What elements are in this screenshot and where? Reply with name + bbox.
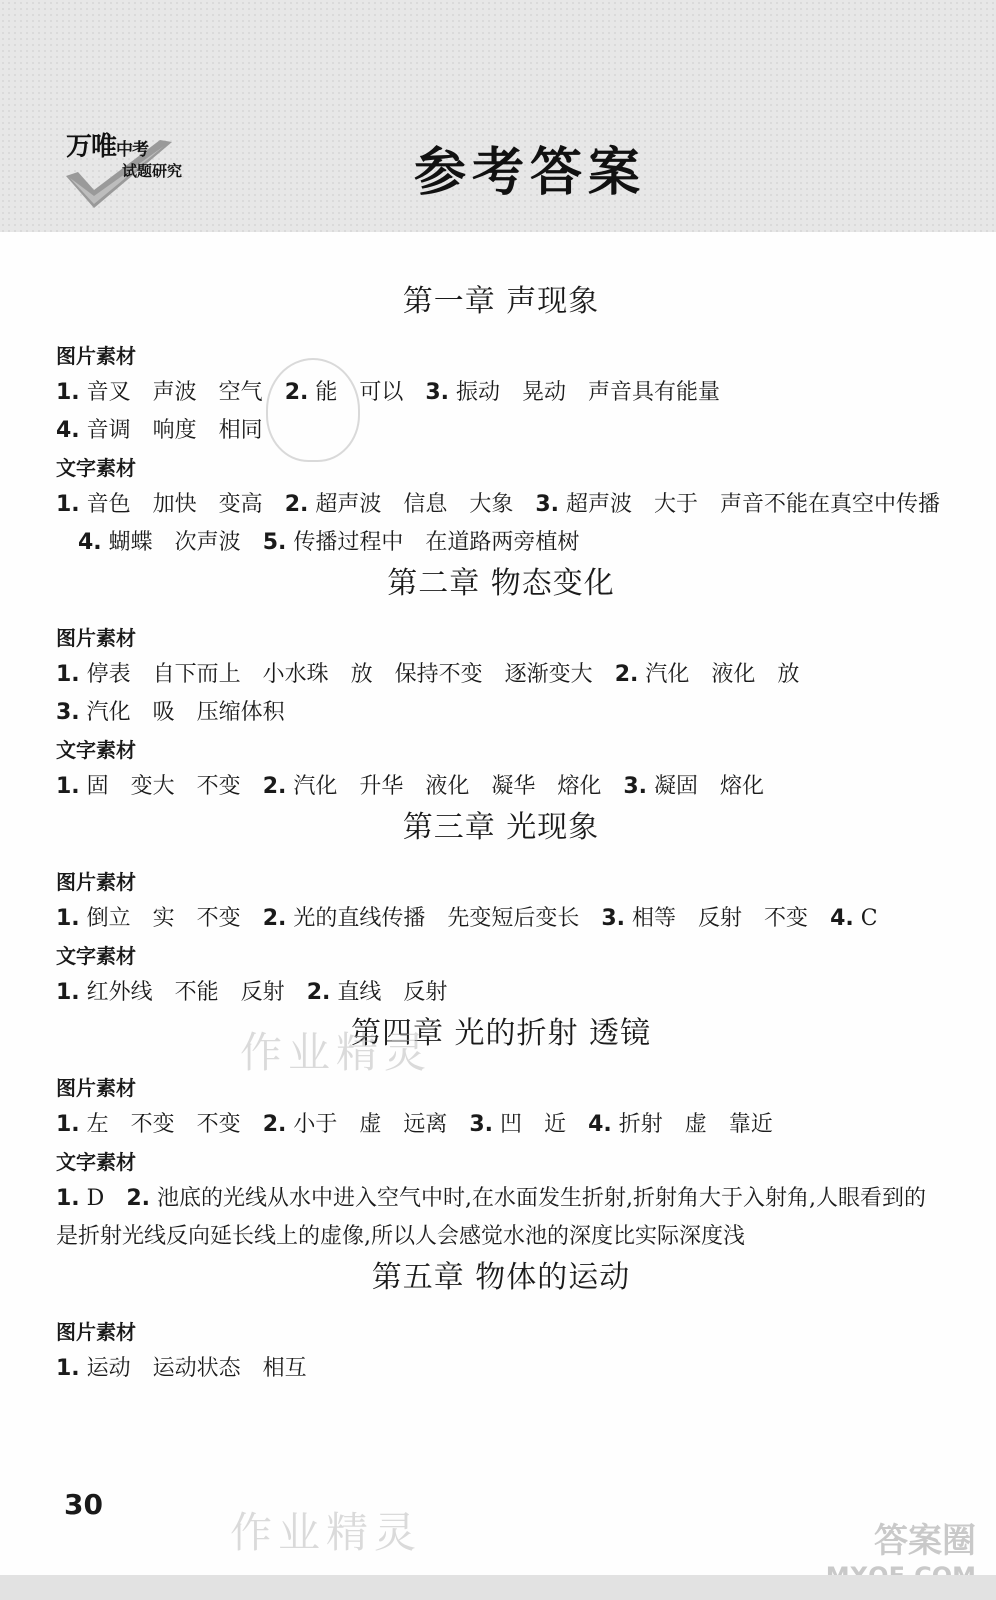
watermark-text: 作业精灵 (240, 1028, 433, 1077)
section-label: 文字素材 (56, 944, 136, 968)
answer-line (56, 768, 946, 806)
question-number: 4. (830, 906, 854, 931)
answer-text: 音色 加快 变高 (86, 492, 263, 517)
page-number: 30 (64, 1488, 103, 1521)
answer-line (56, 412, 946, 450)
question-number: 1. (56, 980, 80, 1005)
question-number: 1. (56, 1356, 80, 1381)
answer-content (56, 280, 946, 1388)
question-number: 3. (425, 380, 450, 405)
answer-text: 汽化 吸 压缩体积 (86, 700, 285, 725)
answer-line (56, 374, 946, 412)
chapter-title: 第二章 物态变化 (387, 566, 615, 601)
answer-text: 折射 虚 靠近 (618, 1112, 773, 1137)
answer-text: 汽化 液化 放 (645, 662, 800, 687)
answer-paragraph (56, 1180, 946, 1256)
chapter-title: 第四章 光的折射 透镜 (350, 1016, 652, 1051)
question-number: 2. (284, 492, 309, 517)
answer-line (56, 1106, 946, 1144)
answer-text: 凹 近 (500, 1112, 567, 1137)
watermark-site: 答案圈 (874, 1521, 976, 1561)
watermark-text: 作业精灵 (230, 1508, 423, 1557)
answer-line (56, 974, 946, 1012)
answer-text: 音叉 声波 空气 (86, 380, 263, 405)
answer-text: 倒立 实 不变 (86, 906, 241, 931)
section-label: 文字素材 (56, 738, 136, 762)
question-number: 2. (306, 980, 331, 1005)
question-number: 1. (56, 380, 80, 405)
question-number: 1. (56, 1186, 80, 1211)
question-number: 3. (623, 774, 648, 799)
answer-text: 直线 反射 (337, 980, 448, 1005)
question-number: 1. (56, 906, 80, 931)
answer-text: 超声波 大于 声音不能在真空中传播 (566, 492, 941, 517)
logo-wordmark: 万唯中考 (66, 132, 149, 162)
page-header (0, 0, 996, 232)
question-number: 4. (78, 530, 102, 555)
chapter-title: 第一章 声现象 (402, 284, 600, 319)
answer-line (56, 656, 946, 694)
answer-text: 左 不变 不变 (86, 1112, 241, 1137)
question-number: 1. (56, 1112, 80, 1137)
answer-text: 音调 响度 相同 (86, 418, 263, 443)
section-label: 文字素材 (56, 1150, 136, 1174)
answer-text: 蝴蝶 次声波 (108, 530, 241, 555)
answer-text: 能 可以 (315, 380, 404, 405)
footer-band (0, 1575, 996, 1600)
question-number: 2. (262, 1112, 287, 1137)
answer-text: 红外线 不能 反射 (86, 980, 285, 1005)
answer-text: 振动 晃动 声音具有能量 (456, 380, 721, 405)
question-number: 1. (56, 662, 80, 687)
answer-text: 传播过程中 在道路两旁植树 (293, 530, 580, 555)
answer-text: 固 变大 不变 (86, 774, 241, 799)
answer-text: 运动 运动状态 相互 (86, 1356, 307, 1381)
question-number: 2. (126, 1186, 150, 1211)
question-number: 3. (469, 1112, 494, 1137)
question-number: 1. (56, 492, 80, 517)
question-number: 1. (56, 774, 80, 799)
answer-line (56, 1350, 946, 1388)
answer-line (56, 900, 946, 938)
section-label: 图片素材 (56, 870, 136, 894)
answer-text: 光的直线传播 先变短后变长 (293, 906, 580, 931)
answer-text: 相等 反射 不变 (632, 906, 809, 931)
section-label: 图片素材 (56, 1320, 136, 1344)
answer-text: 汽化 升华 液化 凝华 熔化 (293, 774, 602, 799)
answer-paragraph (56, 486, 946, 562)
chapter-title: 第五章 物体的运动 (371, 1260, 631, 1295)
brand-logo (58, 118, 188, 218)
question-number: 2. (262, 906, 287, 931)
answer-line (56, 694, 946, 732)
question-number: 3. (56, 700, 80, 725)
question-number: 2. (262, 774, 287, 799)
section-label: 图片素材 (56, 344, 136, 368)
page-title: 参考答案 (413, 143, 646, 203)
logo-subtitle: 试题研究 (122, 162, 183, 180)
answer-text: 停表 自下而上 小水珠 放 保持不变 逐渐变大 (86, 662, 593, 687)
question-number: 2. (614, 662, 639, 687)
answer-text: D (86, 1186, 105, 1211)
answer-text: 凝固 熔化 (654, 774, 765, 799)
answer-text: 池底的光线从水中进入空气中时,在水面发生折射,折射角大于入射角,人眼看到的是折射光线反向延长线上的虚像,所以人会感觉水池的深度比实际深度浅 (56, 1186, 926, 1249)
answer-text: C (860, 906, 878, 931)
question-number: 4. (56, 418, 80, 443)
question-number: 2. (284, 380, 309, 405)
answer-text: 小于 虚 远离 (293, 1112, 448, 1137)
question-number: 3. (535, 492, 560, 517)
section-label: 文字素材 (56, 456, 136, 480)
section-label: 图片素材 (56, 626, 136, 650)
question-number: 3. (601, 906, 626, 931)
question-number: 4. (588, 1112, 612, 1137)
question-number: 5. (262, 530, 287, 555)
section-label: 图片素材 (56, 1076, 136, 1100)
answer-text: 超声波 信息 大象 (315, 492, 514, 517)
chapter-title: 第三章 光现象 (402, 810, 600, 845)
